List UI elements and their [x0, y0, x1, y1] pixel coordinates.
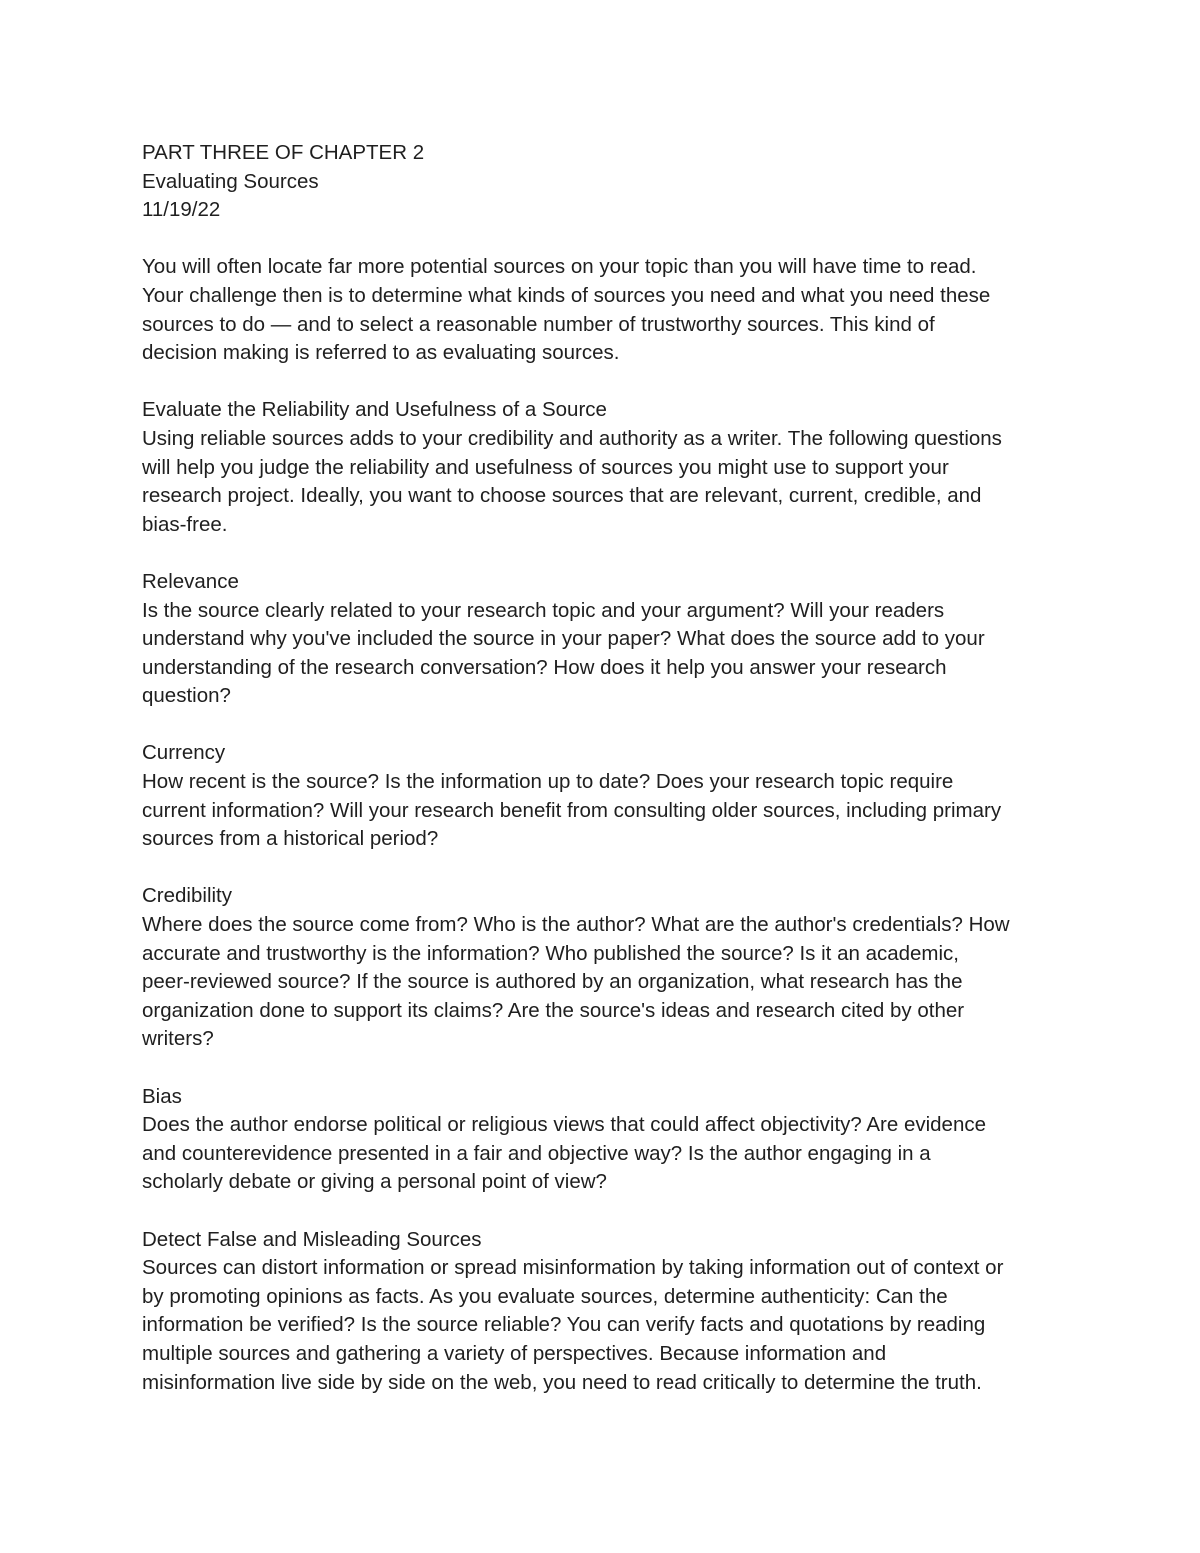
section-relevance — [142, 568, 1072, 711]
section-credibility — [142, 882, 1072, 1054]
section-currency — [142, 739, 1072, 853]
paragraph-line: Where does the source come from? Who is the author? What are the author's credentials? How — [142, 913, 1010, 937]
section-heading: Currency — [142, 741, 226, 765]
paragraph-line: organization done to support its claims? Are the source's ideas and research cited by other — [142, 998, 965, 1022]
intro-paragraph — [142, 253, 1072, 367]
paragraph-line: current information? Will your research benefit from consulting older sources, including primary — [142, 798, 1002, 822]
paragraph-line: bias-free. — [142, 512, 228, 536]
paragraph-line: decision making is referred to as evaluating sources. — [142, 341, 620, 365]
document-date: 11/19/22 — [142, 198, 221, 222]
paragraph-line: information be verified? Is the source reliable? You can verify facts and quotations by reading — [142, 1313, 986, 1337]
section-heading: Bias — [142, 1084, 182, 1108]
spacer — [142, 539, 1072, 568]
paragraph-line: Is the source clearly related to your research topic and your argument? Will your readers — [142, 598, 945, 622]
spacer — [142, 368, 1072, 397]
section-heading: Relevance — [142, 569, 239, 593]
spacer — [142, 1197, 1072, 1226]
paragraph-line: scholarly debate or giving a personal point of view? — [142, 1170, 607, 1194]
paragraph-line: peer-reviewed source? If the source is authored by an organization, what research has the — [142, 970, 963, 994]
paragraph-line: multiple sources and gathering a variety of perspectives. Because information and — [142, 1341, 887, 1365]
paragraph-line: writers? — [142, 1027, 214, 1051]
section-reliability — [142, 396, 1072, 539]
paragraph-line: research project. Ideally, you want to choose sources that are relevant, current, credible, and — [142, 484, 982, 508]
section-heading: Evaluate the Reliability and Usefulness of a Source — [142, 398, 607, 422]
section-heading: Detect False and Misleading Sources — [142, 1227, 482, 1251]
spacer — [142, 711, 1072, 740]
section-heading: Credibility — [142, 884, 232, 908]
paragraph-line: will help you judge the reliability and usefulness of sources you might use to support your — [142, 455, 949, 479]
paragraph-line: misinformation live side by side on the web, you need to read critically to determine the truth. — [142, 1370, 982, 1394]
paragraph-line: understanding of the research conversation? How does it help you answer your research — [142, 655, 947, 679]
paragraph-line: by promoting opinions as facts. As you evaluate sources, determine authenticity: Can the — [142, 1284, 948, 1308]
document-subtitle: Evaluating Sources — [142, 169, 319, 193]
paragraph-line: sources to do — and to select a reasonable number of trustworthy sources. This kind of — [142, 312, 935, 336]
document-body — [142, 139, 1072, 1397]
paragraph-line: question? — [142, 684, 231, 708]
spacer — [142, 1054, 1072, 1083]
paragraph-line: understand why you've included the source in your paper? What does the source add to your — [142, 627, 985, 651]
section-misleading-sources — [142, 1226, 1072, 1398]
paragraph-line: You will often locate far more potential sources on your topic than you will have time to read. — [142, 255, 977, 279]
paragraph-line: sources from a historical period? — [142, 827, 439, 851]
paragraph-line: Does the author endorse political or religious views that could affect objectivity? Are evidence — [142, 1113, 987, 1137]
paragraph-line: accurate and trustworthy is the information? Who published the source? Is it an academic, — [142, 941, 960, 965]
paragraph-line: Sources can distort information or spread misinformation by taking information out of context or — [142, 1256, 1004, 1280]
paragraph-line: Your challenge then is to determine what kinds of sources you need and what you need these — [142, 283, 991, 307]
paragraph-line: How recent is the source? Is the information up to date? Does your research topic require — [142, 770, 954, 794]
document-title: PART THREE OF CHAPTER 2 — [142, 141, 425, 164]
spacer — [142, 225, 1072, 254]
paragraph-line: and counterevidence presented in a fair and objective way? Is the author engaging in a — [142, 1141, 931, 1165]
paragraph-line: Using reliable sources adds to your credibility and authority as a writer. The following questions — [142, 426, 1002, 450]
spacer — [142, 854, 1072, 883]
section-bias — [142, 1083, 1072, 1197]
